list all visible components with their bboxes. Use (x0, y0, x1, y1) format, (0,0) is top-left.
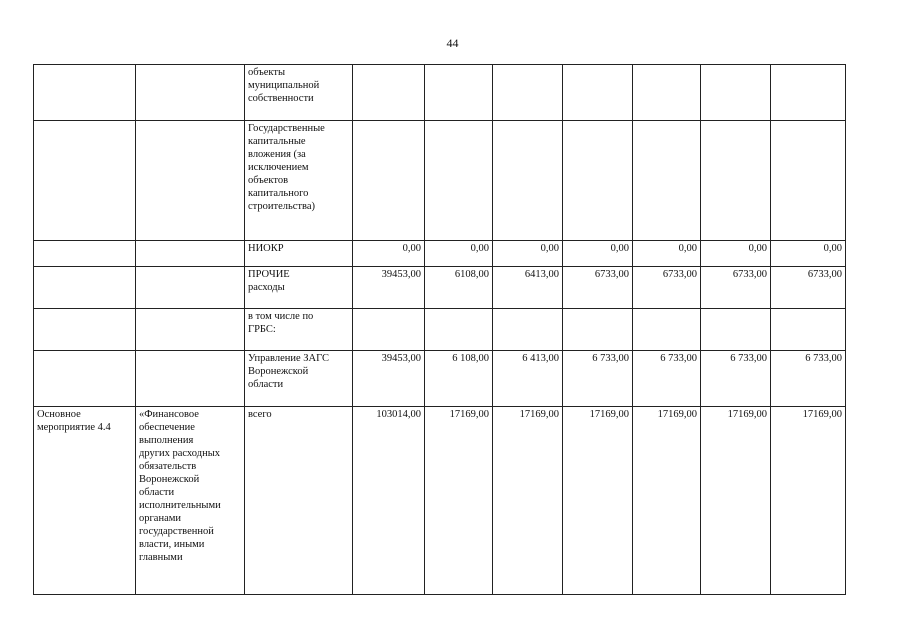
cell-value: 6413,00 (493, 267, 563, 309)
cell-value (771, 121, 846, 241)
cell-name: «Финансовое обеспечение выполнения других расходных обязательств Воронежской области исполнительными органами государственной власти, иными главными (136, 407, 245, 595)
cell-value (563, 309, 633, 351)
cell-value: 6 733,00 (771, 351, 846, 407)
cell-funding-source: Государственные капитальные вложения (за исключением объектов капитального строительства) (245, 121, 353, 241)
cell-value (353, 309, 425, 351)
cell-value (493, 65, 563, 121)
cell-value (563, 121, 633, 241)
cell-value: 17169,00 (633, 407, 701, 595)
cell-value (701, 65, 771, 121)
cell-value (771, 65, 846, 121)
table-row (34, 267, 846, 309)
page-number: 44 (446, 36, 459, 50)
cell-value (353, 65, 425, 121)
cell-value (633, 121, 701, 241)
cell-value (701, 121, 771, 241)
cell-value: 0,00 (771, 241, 846, 267)
cell-value: 6 733,00 (633, 351, 701, 407)
table-row (34, 309, 846, 351)
cell-activity (34, 121, 136, 241)
budget-table (33, 64, 846, 595)
cell-value (493, 309, 563, 351)
cell-value: 103014,00 (353, 407, 425, 595)
cell-funding-source: объекты муниципальной собственности (245, 65, 353, 121)
table-row (34, 351, 846, 407)
cell-value: 6 733,00 (563, 351, 633, 407)
cell-value: 39453,00 (353, 267, 425, 309)
cell-funding-source: в том числе по ГРБС: (245, 309, 353, 351)
cell-funding-source: всего (245, 407, 353, 595)
cell-name (136, 351, 245, 407)
cell-funding-source: ПРОЧИЕ расходы (245, 267, 353, 309)
cell-value: 0,00 (563, 241, 633, 267)
cell-value (563, 65, 633, 121)
cell-value (425, 121, 493, 241)
cell-value: 6 108,00 (425, 351, 493, 407)
cell-activity (34, 241, 136, 267)
cell-value (771, 309, 846, 351)
cell-funding-source: НИОКР (245, 241, 353, 267)
cell-value (633, 309, 701, 351)
table-row (34, 65, 846, 121)
cell-value (353, 121, 425, 241)
cell-value: 0,00 (353, 241, 425, 267)
cell-funding-source: Управление ЗАГС Воронежской области (245, 351, 353, 407)
table-row (34, 241, 846, 267)
cell-value (425, 65, 493, 121)
cell-activity (34, 267, 136, 309)
cell-name (136, 267, 245, 309)
cell-name (136, 65, 245, 121)
cell-value (425, 309, 493, 351)
table-row (34, 407, 846, 595)
cell-value (633, 65, 701, 121)
cell-value: 6733,00 (771, 267, 846, 309)
cell-value: 6733,00 (563, 267, 633, 309)
cell-activity (34, 309, 136, 351)
cell-value: 39453,00 (353, 351, 425, 407)
cell-value: 0,00 (633, 241, 701, 267)
cell-value: 17169,00 (425, 407, 493, 595)
cell-name (136, 241, 245, 267)
cell-value: 6 413,00 (493, 351, 563, 407)
cell-value: 17169,00 (701, 407, 771, 595)
cell-activity: Основное мероприятие 4.4 (34, 407, 136, 595)
cell-value: 17169,00 (563, 407, 633, 595)
cell-activity (34, 351, 136, 407)
cell-activity (34, 65, 136, 121)
cell-value: 6108,00 (425, 267, 493, 309)
table-row (34, 121, 846, 241)
cell-value: 0,00 (701, 241, 771, 267)
cell-value: 6733,00 (701, 267, 771, 309)
cell-value (493, 121, 563, 241)
cell-value: 0,00 (493, 241, 563, 267)
cell-value: 6 733,00 (701, 351, 771, 407)
cell-value (701, 309, 771, 351)
cell-value: 17169,00 (771, 407, 846, 595)
cell-value: 6733,00 (633, 267, 701, 309)
cell-value: 17169,00 (493, 407, 563, 595)
cell-name (136, 309, 245, 351)
cell-value: 0,00 (425, 241, 493, 267)
cell-name (136, 121, 245, 241)
